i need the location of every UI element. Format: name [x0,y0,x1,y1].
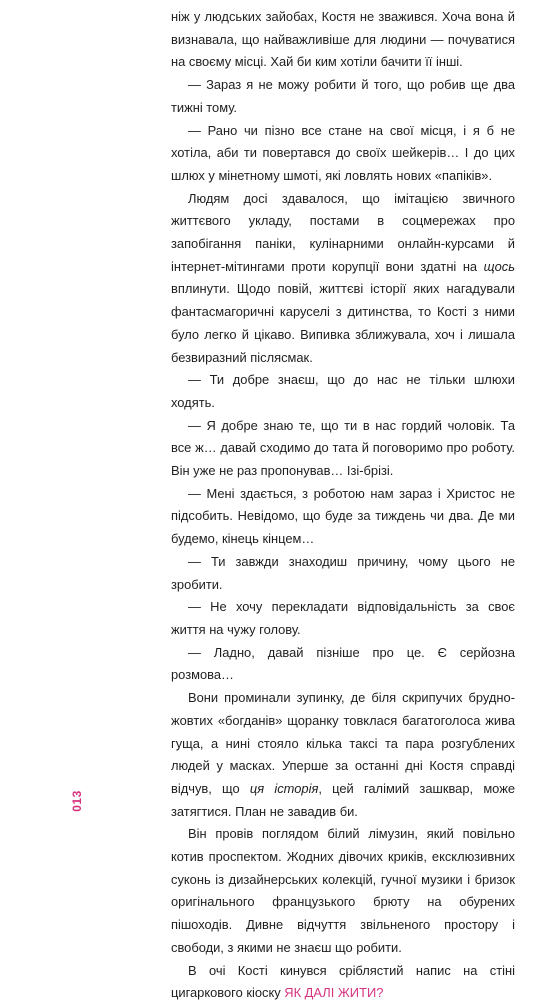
paragraph-text: В очі Кості кинувся сріблястий напис на стіні цигаркового кіоску [171,962,515,1001]
paragraph: Він провів поглядом білий лімузин, який повільно котив проспектом. Жодних дівочих криків, ексклюзивних суконь із дизайнерських колекцій, гучної музики і бризок оригінального французького брюту на обурених пішоходів. Дивне відчуття звільненого простору і свободи, з якими не знаєш що робити. [171,826,515,955]
paragraph: — Ладно, давай пізніше про це. Є серйозна розмова… [171,644,515,683]
paragraph: ніж у людських зайобах, Костя не зважився. Хоча вона й визнавала, що найважливіше для людини — почуватися на своєму місці. Хай би ким хотіли бачити її інші. [171,9,515,70]
paragraph-text: , цей галімий зашквар, може затягтися. План не завадив би. [171,780,515,819]
paragraph: — Не хочу перекладати відповідальність за своє життя на чужу голову. [171,599,515,637]
paragraph: — Зараз я не можу робити й того, що робив ще два тижні тому. [171,77,515,115]
paragraph-text: вплинути. Щодо повій, життєві історії яких нагадували фантасмагоричні каруселі з дитинства, то Кості з ними було легко й цікаво. Випивка зближувала, хоч і лишала безвиразний післясмак. [171,281,515,365]
paragraph: — Ти завжди знаходиш причину, чому цього не зробити. [171,553,515,592]
paragraph: — Ти добре знаєш, що до нас не тільки шлюхи ходять. [171,372,515,410]
paragraph [171,960,515,1005]
body-text [171,6,515,1005]
paragraph-text: Людям досі здавалося, що імітацією звичного життєвого укладу, постами в соцмережах про запобігання паніки, кулінарними онлайн-курсами й інтернет-мітингами проти корупції вони здатні на [171,190,515,274]
paragraph: — Я добре знаю те, що ти в нас гордий чоловік. Та все ж… давай сходимо до тата й поговоримо про роботу. Він уже не раз пропонував… Ізі-брізі. [171,417,515,479]
paragraph: — Рано чи пізно все стане на свої місця, і я б не хотіла, аби ти повертався до своїх шейкерів… І до цих шлюх у мінетному шмоті, які ловлять нових «папіків». [171,122,515,183]
paragraph-text: Вони проминали зупинку, де біля скрипучих брудно-жовтих «богданів» щоранку товклася багатоголоса жива гуща, а нині стояло кілька таксі та пара розгублених людей у масках. Уперше за останні дні Костя справді відчув, що [171,690,515,796]
paragraph [171,687,515,823]
paragraph: — Мені здається, з роботою нам зараз і Христос не підсобить. Невідомо, що буде за тиждень чи два. Де ми будемо, кінець кінцем… [171,485,515,547]
paragraph [171,188,515,370]
graffiti-inscription: ЯК ДАЛІ ЖИТИ? [284,985,384,1001]
emphasis-text: щось [483,258,515,274]
emphasis-text: ця історія [249,780,319,796]
page-number: 013 [70,790,84,812]
